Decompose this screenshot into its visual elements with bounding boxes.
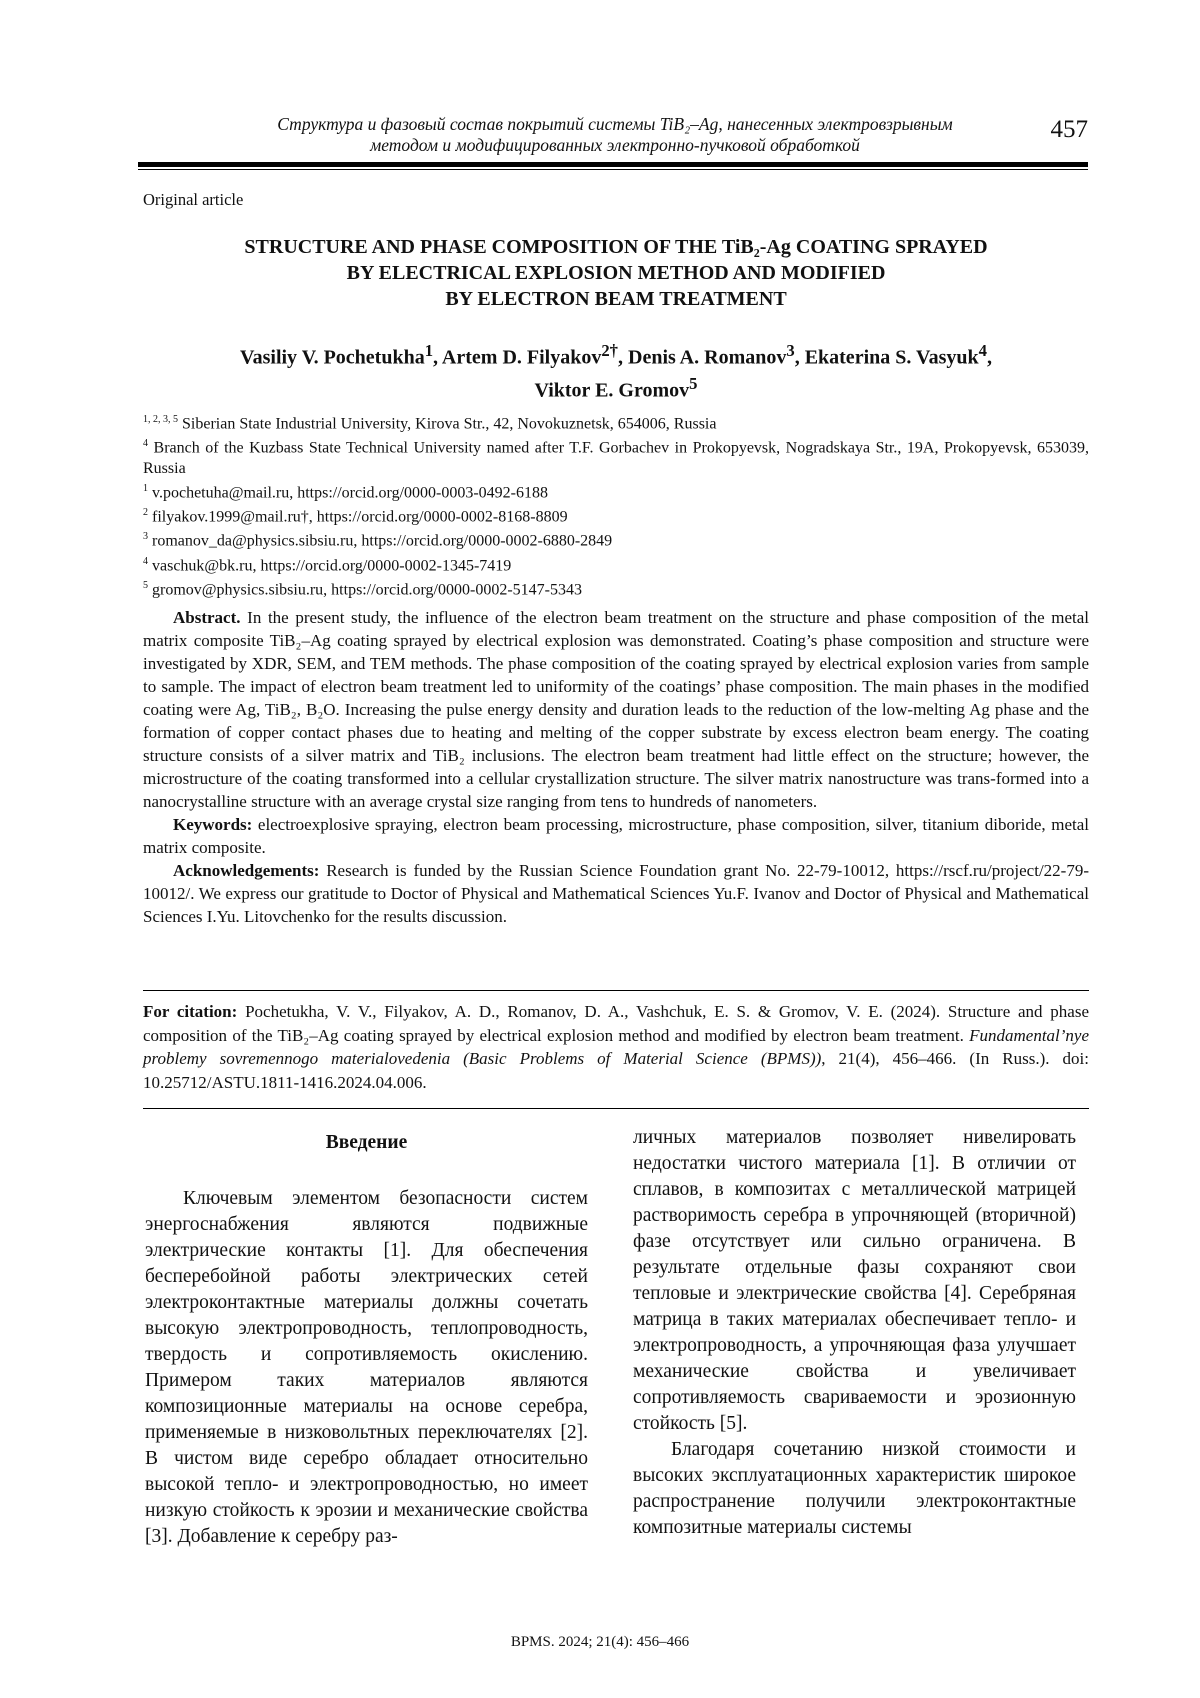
email-mark: 3 [143,531,148,543]
author-mark: 4 [978,341,987,360]
body-paragraph: Ключевым элементом безопасности систем энергоснабжения являются подвижные электрические контакты [1]. Для обеспечения бесперебойной работы электрических сетей электроконтактные материалы должны сочетать высокую электропроводность, теплопроводность, твердость и сопротивляемость окислению. Примером таких материалов являются композиционные материалы на основе серебра, применяемые в низковольтных переключателях [2]. В чистом виде серебро обладает относительно высокой тепло- и электропроводностью, но имеет низкую стойкость к эрозии и механические свойства [3]. Добавление к серебру раз- [145,1188,588,1547]
abstract-label: Abstract. [173,608,241,627]
author-mark: 2† [601,341,618,360]
body-paragraph: личных материалов позволяет нивелировать недостатки чистого материала [1]. В отличии от сплавов, в композитах с металлической матрицей растворимость серебра в упрочняющей (вторичной) фазе отсутствует или сильно ограничена. В результате отдельные фазы сохраняют свои тепловые и электрические свойства [4]. Серебряная матрица в таких материалах обеспечивает тепло- и электропроводность, а упрочняющая фаза улучшает механические свойства и увеличивает сопротивляемость свариваемости и эрозионную стойкость [5]. [633,1127,1076,1434]
citation-rule-bottom [143,1108,1089,1109]
keywords-label: Keywords: [173,815,253,834]
email-mark: 1 [143,482,148,494]
abstract-block [143,606,1089,928]
title-line: BY ELECTRON BEAM TREATMENT [445,288,787,310]
email-mark: 4 [143,555,148,567]
abstract-text: In the present study, the influence of the electron beam treatment on the structure and phase composition of the metal matrix composite TiB₂–Ag coating sprayed by electrical explosion was demonstrated. Coating’s phase composition and structure were investigated by XDR, SEM, and TEM methods. The phase composition of the coating sprayed by electrical explosion varies from sample to sample. The impact of electron beam treatment led to uniformity of the coatings’ phase composition. The main phases in the modified coating were Ag, TiB₂, B₂O. Increasing the pulse energy density and duration leads to the reduction of the low-melting Ag phase and the formation of copper contact phases due to heating and melting of the copper substrate by excess electron beam energy. The coating structure consists of a silver matrix and TiB₂ inclusions. The electron beam treatment had little effect on the structure; however, the microstructure of the coating transformed into a cellular crystallization structure. The silver matrix nanostructure was trans-formed into a nanocrystalline structure with an average crystal size ranging from tens to hundreds of nanometers. [143,608,1090,811]
email-line [143,527,1089,551]
article-title [143,234,1089,312]
email-text: romanov_da@physics.sibsiu.ru, https://orcid.org/0000-0002-6880-2849 [152,532,613,550]
citation-tail: , 21(4), 456–466. (In Russ.). doi: 10.25712/ASTU.1811-1416.2024.04.006. [143,1049,1089,1092]
running-title [210,114,1020,156]
title-line: STRUCTURE AND PHASE COMPOSITION OF THE TiB₂-Ag COATING SPRAYED [244,236,988,258]
email-mark: 2 [143,506,148,518]
email-text: filyakov.1999@mail.ru†, https://orcid.org/0000-0002-8168-8809 [152,508,568,526]
acknowledgements-text: Research is funded by the Russian Science Foundation grant No. 22-79-10012, https://rscf.ru/project/22-79-10012/. We express our gratitude to Doctor of Physical and Mathematical Sciences Yu.F. Ivanov and Doctor of Physical and Mathematical Sciences I.Yu. Litovchenko for the results discussion. [143,861,1089,926]
affiliation-text: Branch of the Kuzbass State Technical University named after T.F. Gorbachev in Prokopyevsk, Nogradskaya Str., 19A, Prokopyevsk, 653039, Russia [143,439,1090,477]
email-text: gromov@physics.sibsiu.ru, https://orcid.org/0000-0002-5147-5343 [152,581,582,599]
body-column-left [145,1130,588,1550]
citation-journal: Fundamental’nye problemy sovremennogo materialovedenia (Basic Problems of Material Science (BPMS)) [143,1025,1090,1068]
running-title-line: методом и модифицированных электронно-пучковой обработкой [370,135,860,155]
section-heading: Введение [325,1132,408,1153]
affiliation-text: Siberian State Industrial University, Kirova Str., 42, Novokuznetsk, 654006, Russia [182,415,717,433]
email-text: v.pochetuha@mail.ru, https://orcid.org/0000-0003-0492-6188 [152,483,549,501]
author-mark: 1 [424,341,434,360]
author-list: Vasiliy V. Pochetukha$^1$, Artem D. Filyakov$^{2\dagger}$, Denis A. Romanov$^3$, Ekaterina S. Vasyuk$^4$, Viktor E. Gromov$^5$ [240,341,992,402]
author-mark: 3 [786,341,795,360]
author-mark: 5 [689,373,698,393]
affiliation [143,410,1089,434]
affiliation-mark: 4 [143,438,148,450]
email-text: vaschuk@bk.ru, https://orcid.org/0000-0002-1345-7419 [152,556,512,574]
author-name: Denis A. Romanov [628,346,787,369]
email-line [143,552,1089,576]
body-paragraph: Благодаря сочетанию низкой стоимости и высоких эксплуатационных характеристик широкое распространение получили электроконтактные композитные материалы системы [633,1439,1076,1538]
affiliation [143,434,1089,478]
affiliation-mark: 1, 2, 3, 5 [143,414,178,425]
keywords [143,813,1089,859]
citation-block [143,1000,1089,1094]
citation-label: For citation: [143,1002,238,1021]
running-header [138,112,1088,168]
author-name: Vasiliy V. Pochetukha [240,346,425,369]
email-mark: 5 [143,579,148,591]
citation-text: Pochetukha, V. V., Filyakov, A. D., Romanov, D. A., Vashchuk, E. S. & Gromov, V. E. (2024). Structure and phase composition of the TiB₂–Ag coating sprayed by electrical explosion method and modified by electron beam treatment. [143,1002,1090,1045]
running-title-line: Структура и фазовый состав покрытий системы TiB₂–Ag, нанесенных электровзрывным [277,114,953,134]
author-name: Artem D. Filyakov [441,346,602,369]
email-line [143,576,1089,600]
citation-rule-top [143,990,1089,991]
page-number: 457 [1050,116,1088,143]
author-name: Viktor E. Gromov [534,379,690,402]
email-line [143,479,1089,503]
body-column-right [633,1125,1076,1541]
abstract [143,606,1089,813]
keywords-text: electroexplosive spraying, electron beam processing, microstructure, phase composition, silver, titanium diboride, metal matrix composite. [143,815,1089,857]
author-name: Ekaterina S. Vasyuk [804,346,979,369]
affiliations [143,410,1089,600]
acknowledgements [143,859,1089,928]
article-type: Original article [143,190,244,209]
title-line: BY ELECTRICAL EXPLOSION METHOD AND MODIFIED [346,262,886,284]
page-footer: BPMS. 2024; 21(4): 456–466 [510,1634,690,1650]
email-line [143,503,1089,527]
header-rule-thin [138,169,1088,170]
acknowledgements-label: Acknowledgements: [173,861,320,880]
header-rule [138,162,1088,167]
